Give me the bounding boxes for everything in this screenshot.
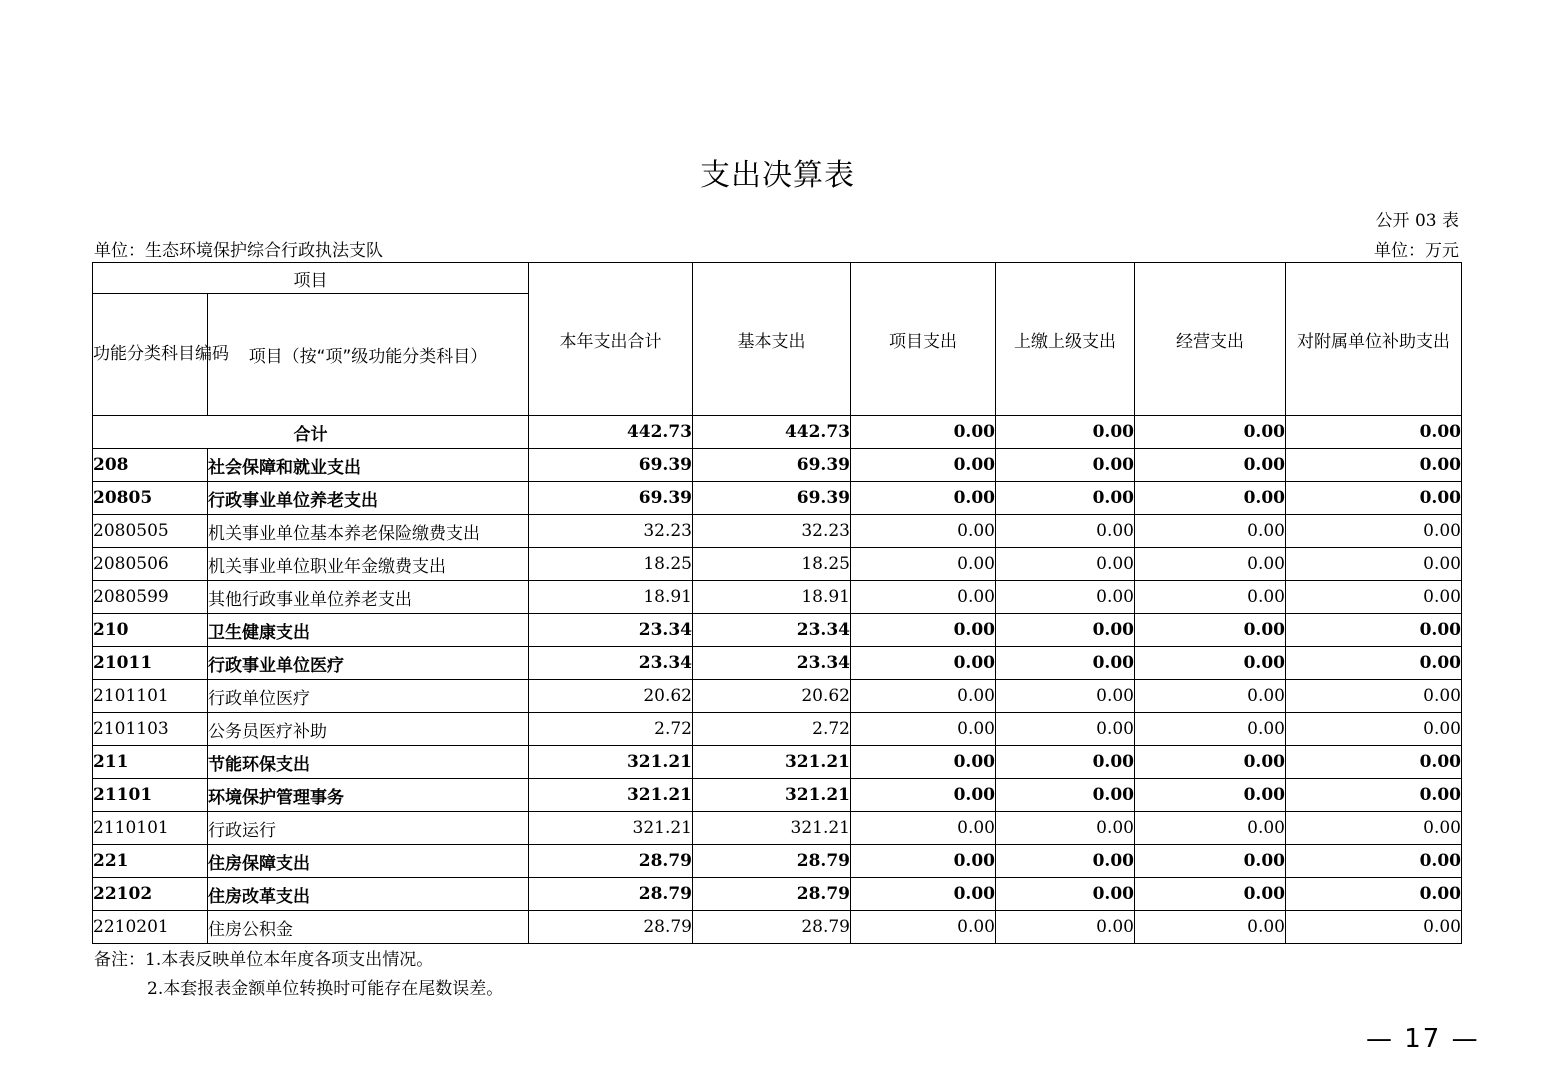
row-value: 0.00 <box>851 581 996 614</box>
row-value: 69.39 <box>693 482 851 515</box>
header-project: 项目 <box>93 263 529 294</box>
row-name: 机关事业单位职业年金缴费支出 <box>208 548 529 581</box>
row-value: 321.21 <box>529 779 693 812</box>
row-name: 节能环保支出 <box>208 746 529 779</box>
row-value: 69.39 <box>693 449 851 482</box>
row-name: 住房公积金 <box>208 911 529 944</box>
row-value: 321.21 <box>529 746 693 779</box>
row-value: 0.00 <box>1135 581 1286 614</box>
row-value: 0.00 <box>1135 746 1286 779</box>
row-value: 0.00 <box>1135 878 1286 911</box>
row-code: 20805 <box>93 482 208 515</box>
row-value: 0.00 <box>851 746 996 779</box>
row-value: 32.23 <box>693 515 851 548</box>
table-row <box>93 680 1462 713</box>
row-code: 211 <box>93 746 208 779</box>
row-code: 2210201 <box>93 911 208 944</box>
row-value: 0.00 <box>996 812 1135 845</box>
row-value: 0.00 <box>996 713 1135 746</box>
row-value: 69.39 <box>529 482 693 515</box>
total-label: 合计 <box>93 416 529 449</box>
page-number: — 17 — <box>1366 1024 1480 1054</box>
row-value: 0.00 <box>1286 449 1462 482</box>
total-cell: 442.73 <box>529 416 693 449</box>
table-row <box>93 614 1462 647</box>
table-row <box>93 779 1462 812</box>
row-value: 28.79 <box>693 911 851 944</box>
table-row <box>93 515 1462 548</box>
table-row <box>93 845 1462 878</box>
row-code: 21011 <box>93 647 208 680</box>
row-value: 69.39 <box>529 449 693 482</box>
row-code: 2110101 <box>93 812 208 845</box>
row-code: 2101101 <box>93 680 208 713</box>
row-value: 0.00 <box>996 647 1135 680</box>
row-value: 0.00 <box>851 713 996 746</box>
unit-organization: 单位：生态环境保护综合行政执法支队 <box>94 241 383 261</box>
row-value: 28.79 <box>529 878 693 911</box>
row-value: 0.00 <box>996 680 1135 713</box>
row-value: 0.00 <box>996 746 1135 779</box>
row-value: 0.00 <box>996 614 1135 647</box>
row-name: 行政单位医疗 <box>208 680 529 713</box>
row-value: 2.72 <box>693 713 851 746</box>
total-cell: 0.00 <box>851 416 996 449</box>
row-value: 23.34 <box>693 614 851 647</box>
row-value: 0.00 <box>851 911 996 944</box>
row-name: 卫生健康支出 <box>208 614 529 647</box>
note-line-1: 备注：1.本表反映单位本年度各项支出情况。 <box>94 950 434 970</box>
row-name: 其他行政事业单位养老支出 <box>208 581 529 614</box>
row-value: 0.00 <box>996 515 1135 548</box>
row-code: 2080506 <box>93 548 208 581</box>
row-value: 0.00 <box>851 845 996 878</box>
row-value: 0.00 <box>1135 713 1286 746</box>
row-value: 0.00 <box>1135 647 1286 680</box>
header-basic: 基本支出 <box>693 263 851 416</box>
header-func-code: 功能分类科目编码 <box>93 294 208 416</box>
total-row <box>93 416 1462 449</box>
row-value: 0.00 <box>1286 680 1462 713</box>
row-value: 0.00 <box>1135 812 1286 845</box>
row-value: 0.00 <box>1286 614 1462 647</box>
row-value: 28.79 <box>693 845 851 878</box>
table-row <box>93 812 1462 845</box>
row-code: 210 <box>93 614 208 647</box>
row-code: 22102 <box>93 878 208 911</box>
row-value: 0.00 <box>1286 713 1462 746</box>
row-value: 0.00 <box>1135 449 1286 482</box>
row-value: 0.00 <box>1286 911 1462 944</box>
row-value: 0.00 <box>851 548 996 581</box>
note-line-2: 2.本套报表金额单位转换时可能存在尾数误差。 <box>147 979 504 999</box>
table-row <box>93 449 1462 482</box>
row-value: 28.79 <box>529 845 693 878</box>
row-code: 2101103 <box>93 713 208 746</box>
row-code: 221 <box>93 845 208 878</box>
table-row <box>93 878 1462 911</box>
row-code: 2080505 <box>93 515 208 548</box>
row-name: 机关事业单位基本养老保险缴费支出 <box>208 515 529 548</box>
row-value: 0.00 <box>851 779 996 812</box>
header-subsidy: 对附属单位补助支出 <box>1286 263 1462 416</box>
row-value: 321.21 <box>693 779 851 812</box>
unit-currency: 单位：万元 <box>1374 241 1459 261</box>
row-value: 0.00 <box>1135 482 1286 515</box>
row-value: 0.00 <box>996 482 1135 515</box>
row-value: 0.00 <box>851 812 996 845</box>
row-value: 0.00 <box>996 911 1135 944</box>
total-cell: 0.00 <box>996 416 1135 449</box>
row-code: 208 <box>93 449 208 482</box>
header-business: 经营支出 <box>1135 263 1286 416</box>
row-value: 321.21 <box>529 812 693 845</box>
row-value: 18.25 <box>693 548 851 581</box>
row-value: 0.00 <box>1135 845 1286 878</box>
row-name: 住房保障支出 <box>208 845 529 878</box>
row-value: 0.00 <box>996 845 1135 878</box>
table-row <box>93 548 1462 581</box>
row-value: 2.72 <box>529 713 693 746</box>
row-value: 0.00 <box>1286 647 1462 680</box>
table-row <box>93 746 1462 779</box>
row-value: 321.21 <box>693 812 851 845</box>
header-project-expense: 项目支出 <box>851 263 996 416</box>
row-value: 0.00 <box>1286 845 1462 878</box>
row-value: 0.00 <box>851 680 996 713</box>
row-name: 住房改革支出 <box>208 878 529 911</box>
row-value: 28.79 <box>529 911 693 944</box>
row-value: 0.00 <box>996 548 1135 581</box>
row-code: 2080599 <box>93 581 208 614</box>
total-cell: 0.00 <box>1135 416 1286 449</box>
row-value: 0.00 <box>1135 515 1286 548</box>
form-code: 公开 03 表 <box>1375 211 1459 231</box>
header-total: 本年支出合计 <box>529 263 693 416</box>
total-cell: 0.00 <box>1286 416 1462 449</box>
row-value: 0.00 <box>1135 680 1286 713</box>
row-value: 0.00 <box>1286 482 1462 515</box>
table-row <box>93 647 1462 680</box>
row-value: 0.00 <box>851 515 996 548</box>
header-func-name: 项目（按“项”级功能分类科目） <box>208 294 529 416</box>
row-value: 0.00 <box>1286 581 1462 614</box>
row-value: 0.00 <box>851 482 996 515</box>
row-value: 23.34 <box>693 647 851 680</box>
row-name: 环境保护管理事务 <box>208 779 529 812</box>
row-value: 0.00 <box>1286 779 1462 812</box>
row-value: 18.91 <box>529 581 693 614</box>
table-row <box>93 482 1462 515</box>
row-value: 0.00 <box>1286 548 1462 581</box>
row-value: 0.00 <box>851 647 996 680</box>
row-name: 行政事业单位养老支出 <box>208 482 529 515</box>
row-value: 20.62 <box>693 680 851 713</box>
row-value: 0.00 <box>1286 878 1462 911</box>
row-value: 0.00 <box>1135 779 1286 812</box>
row-value: 20.62 <box>529 680 693 713</box>
total-cell: 442.73 <box>693 416 851 449</box>
row-value: 18.25 <box>529 548 693 581</box>
row-value: 0.00 <box>1135 614 1286 647</box>
row-value: 0.00 <box>1286 812 1462 845</box>
row-name: 公务员医疗补助 <box>208 713 529 746</box>
table-row <box>93 581 1462 614</box>
row-value: 0.00 <box>851 449 996 482</box>
table-title: 支出决算表 <box>700 158 855 193</box>
row-value: 32.23 <box>529 515 693 548</box>
row-value: 23.34 <box>529 614 693 647</box>
row-value: 0.00 <box>1286 746 1462 779</box>
row-value: 0.00 <box>1135 911 1286 944</box>
row-name: 行政事业单位医疗 <box>208 647 529 680</box>
row-value: 28.79 <box>693 878 851 911</box>
row-value: 0.00 <box>1135 548 1286 581</box>
table-row <box>93 911 1462 944</box>
row-value: 0.00 <box>851 878 996 911</box>
row-name: 社会保障和就业支出 <box>208 449 529 482</box>
row-name: 行政运行 <box>208 812 529 845</box>
row-code: 21101 <box>93 779 208 812</box>
row-value: 0.00 <box>996 878 1135 911</box>
row-value: 0.00 <box>1286 515 1462 548</box>
row-value: 18.91 <box>693 581 851 614</box>
header-upper: 上缴上级支出 <box>996 263 1135 416</box>
row-value: 0.00 <box>851 614 996 647</box>
row-value: 321.21 <box>693 746 851 779</box>
row-value: 0.00 <box>996 779 1135 812</box>
expenditure-table <box>92 262 1462 944</box>
row-value: 0.00 <box>996 581 1135 614</box>
table-row <box>93 713 1462 746</box>
row-value: 23.34 <box>529 647 693 680</box>
row-value: 0.00 <box>996 449 1135 482</box>
